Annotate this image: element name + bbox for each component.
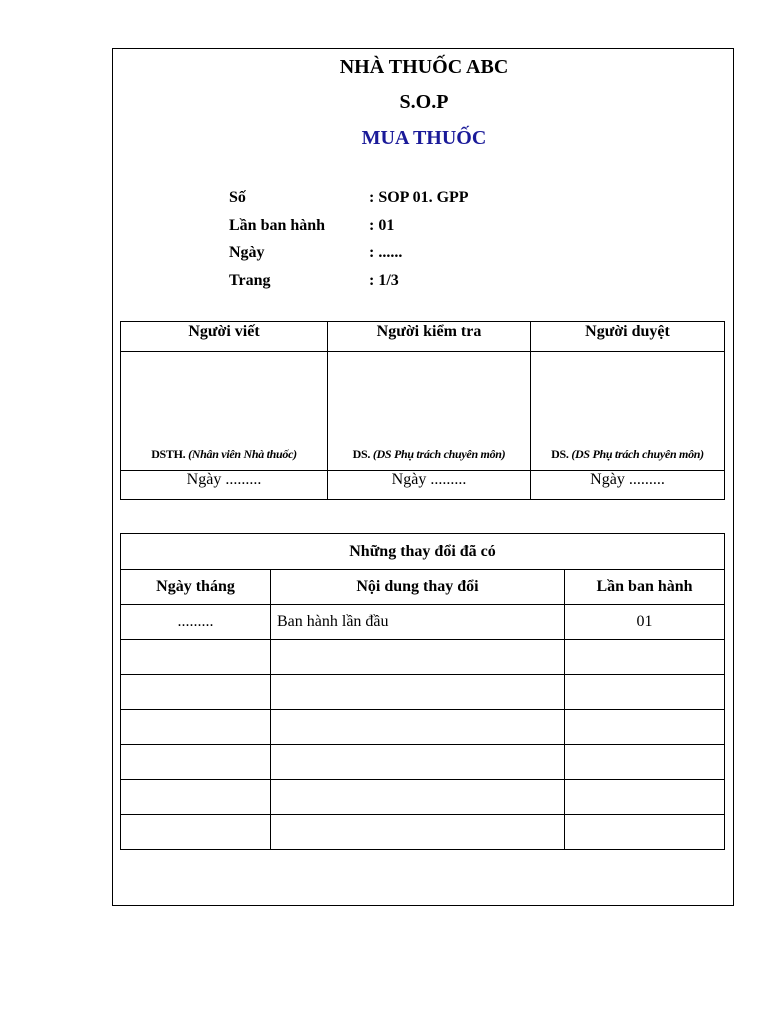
cell-content [271, 815, 565, 850]
role-detail: (DS Phụ trách chuyên môn) [571, 447, 704, 461]
role-prefix: DS. [551, 447, 569, 461]
table-row [121, 710, 725, 745]
info-row-issue [229, 216, 469, 244]
document-title: MUA THUỐC [361, 127, 487, 149]
info-value: : 01 [369, 216, 395, 234]
cell-issue [565, 710, 725, 745]
table-row [121, 605, 725, 640]
pharmacy-name: NHÀ THUỐC ABC [339, 56, 509, 78]
cell-content [271, 710, 565, 745]
document-info [229, 188, 469, 298]
info-value: : ...... [369, 244, 403, 261]
info-row-number [229, 188, 469, 216]
header-checker: Người kiểm tra [328, 322, 531, 352]
column-header-content: Nội dung thay đổi [271, 570, 565, 605]
cell-content: Ban hành lần đầu [271, 605, 565, 640]
cell-date [121, 815, 271, 850]
info-row-page [229, 271, 469, 299]
cell-content [271, 780, 565, 815]
document-type: S.O.P [399, 91, 449, 113]
cell-issue [565, 815, 725, 850]
document-frame [112, 48, 734, 906]
role-prefix: DS. [352, 447, 371, 461]
header-approver: Người duyệt [531, 322, 725, 352]
signature-table [120, 321, 725, 500]
cell-date [121, 780, 271, 815]
info-label: Ngày [229, 244, 265, 261]
change-history-table [120, 533, 725, 850]
cell-issue: 01 [565, 605, 725, 640]
signature-box-approver [531, 352, 725, 471]
cell-issue [565, 675, 725, 710]
info-value: : 1/3 [369, 271, 399, 289]
date-approver: Ngày ......... [531, 471, 725, 500]
cell-issue [565, 640, 725, 675]
cell-content [271, 640, 565, 675]
table-row [121, 815, 725, 850]
change-history-caption: Những thay đổi đã có [121, 534, 725, 570]
table-row [121, 675, 725, 710]
info-label: Số [229, 189, 246, 206]
table-row [121, 780, 725, 815]
date-writer: Ngày ......... [121, 471, 328, 500]
role-detail: (Nhân viên Nhà thuốc) [188, 447, 297, 461]
header-writer: Người viết [121, 322, 328, 352]
info-label: Lần ban hành [229, 216, 326, 234]
info-row-date [229, 243, 469, 271]
cell-date [121, 745, 271, 780]
role-detail: (DS Phụ trách chuyên môn) [372, 447, 506, 461]
table-row [121, 745, 725, 780]
cell-date: ......... [121, 605, 271, 640]
cell-content [271, 745, 565, 780]
cell-date [121, 640, 271, 675]
role-prefix: DSTH. [151, 447, 186, 461]
cell-content [271, 675, 565, 710]
cell-date [121, 675, 271, 710]
signature-box-writer [121, 352, 328, 471]
info-label: Trang [229, 271, 271, 289]
signature-box-checker [328, 352, 531, 471]
cell-issue [565, 745, 725, 780]
column-header-issue: Lần ban hành [565, 570, 725, 605]
table-row [121, 640, 725, 675]
info-value: : SOP 01. GPP [369, 189, 469, 206]
cell-date [121, 710, 271, 745]
date-checker: Ngày ......... [328, 471, 531, 500]
cell-issue [565, 780, 725, 815]
column-header-date: Ngày tháng [121, 570, 271, 605]
